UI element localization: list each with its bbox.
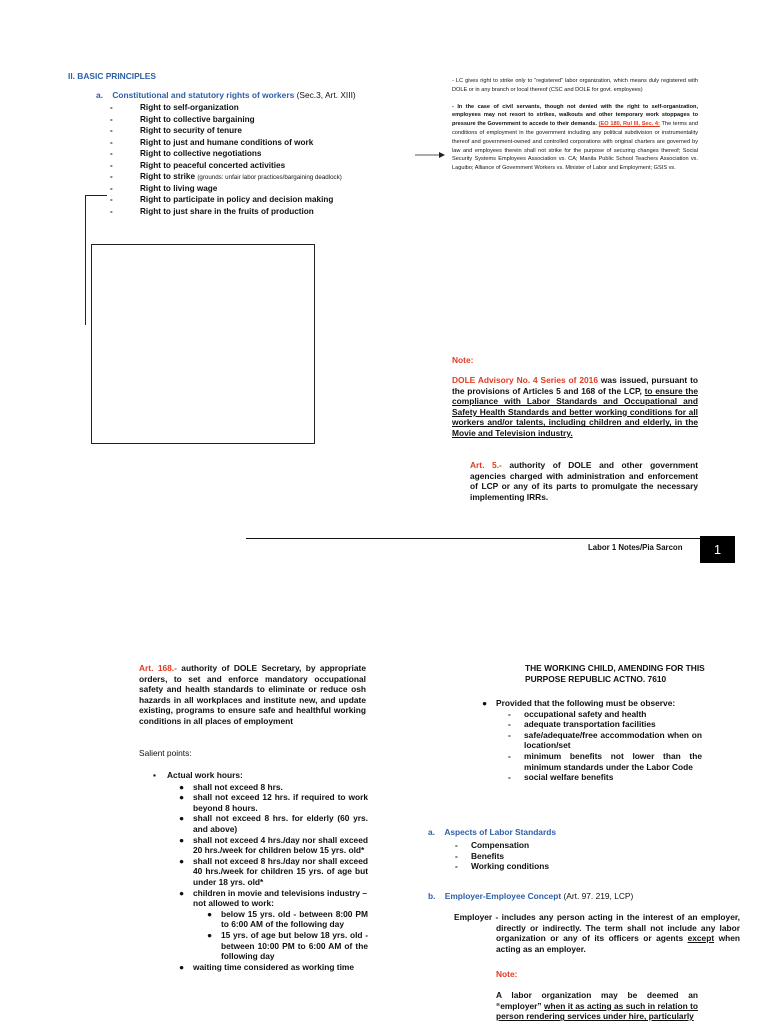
salient-points-label: Salient points: xyxy=(139,748,192,758)
aspects-list xyxy=(455,840,549,872)
list-item: - Right to living wage xyxy=(110,184,410,196)
list-item: - Right to collective bargaining xyxy=(110,115,410,127)
list-item: - Right to peaceful concerted activities xyxy=(110,161,410,173)
section-title: II. BASIC PRINCIPLES xyxy=(68,71,156,81)
list-item: - Right to collective negotiations xyxy=(110,149,410,161)
art168-paragraph: Art. 168.- authority of DOLE Secretary, by appropriate orders, to set and enforce mandatory occupational safety and health standards to eliminate or reduce osh hazards in all workplaces and institute new, and update existing, programs to ensure safe and healthful working conditions in all places of employment xyxy=(139,663,366,726)
page-number-badge: 1 xyxy=(700,536,735,563)
dole-advisory-paragraph: DOLE Advisory No. 4 Series of 2016 was issued, pursuant to the provisions of Articles 5 and 168 of the LCP, to ensure the compliance with Labor Standards and Occupational and Safety Health Standards and better working conditions for all workers and/or talents, including children and elderly, in the Movie and Television industry. xyxy=(452,375,698,438)
employer-definition: Employer - includes any person acting in the interest of an employer, directly or indirectly. The term shall not include any labor organization or any of its officers or agents except when acting as an employer. xyxy=(454,912,740,954)
art5-paragraph: Art. 5.- authority of DOLE and other government agencies charged with administration and enforcement of LCP or any of its parts to promulgate the necessary implementing IRRs. xyxy=(470,460,698,502)
list-item: ● children in movie and televisions industry – not allowed to work: xyxy=(179,887,368,909)
list-item: - Right to security of tenure xyxy=(110,126,410,138)
empty-box xyxy=(91,244,315,444)
rights-list xyxy=(110,103,410,218)
list-item: ● below 15 yrs. old - between 8:00 PM to 6:00 AM of the following day xyxy=(207,908,368,930)
arrow-right-icon xyxy=(415,150,445,160)
civil-servants-note: - In the case of civil servants, though not denied with the right to self-organization, employees may not resort to strikes, walkouts and other temporary work stoppages to pressure the Government to accede to their demands. (EO 180, Rul III, Sec. 4: The terms and conditions of employment in the government including any political subdivision or instrumentality thereof and government-owned and controlled corporations with original charters are governed by law and employees therein shall not strike for the purpose of securing changes thereof; Social Security Systems Employees Association vs. CA; Manila Public School Teachers Association vs. Laguibo; Alliance of Government Workers vs. Minister of Labor and Employment; GSIS vs. xyxy=(452,103,698,172)
list-item: - safe/adequate/free accommodation when on location/set xyxy=(508,730,702,751)
bracket-top-line xyxy=(85,195,107,196)
rights-subheading: a. Constitutional and statutory rights of workers (Sec.3, Art. XIII) xyxy=(96,90,356,100)
note-label: Note: xyxy=(452,355,474,365)
list-item: - Right to strike (grounds: unfair labor practices/bargaining deadlock) xyxy=(110,172,410,184)
list-item: - Working conditions xyxy=(455,861,549,872)
waiting-time-list xyxy=(179,962,368,973)
right-column-notes xyxy=(452,77,698,279)
list-item: - Right to participate in policy and decision making xyxy=(110,195,410,207)
list-item: ● shall not exceed 8 hrs. for elderly (60 yrs. and above) xyxy=(179,813,368,834)
list-item: - Right to just share in the fruits of production xyxy=(110,207,410,219)
actual-work-hours-section xyxy=(153,770,368,972)
list-item: - adequate transportation facilities xyxy=(508,719,702,730)
list-item: ● waiting time considered as working time xyxy=(179,961,355,972)
note-label-2: Note: xyxy=(496,969,518,979)
list-item: ● shall not exceed 8 hrs./day nor shall exceed 40 hrs./week for children 15 yrs. of age but under 18 yrs. old* xyxy=(179,855,368,887)
actual-hours-heading: ▪ Actual work hours: xyxy=(153,770,243,780)
list-item: - Right to self-organization xyxy=(110,103,410,115)
aspects-heading: a. Aspects of Labor Standards xyxy=(428,827,557,837)
registered-note: - LC gives right to strike only to “registered” labor organization, which means duly registered with DOLE or in any branch or local thereof (CSC and DOLE for govt. employees) xyxy=(452,78,698,93)
list-item: - Compensation xyxy=(455,840,549,851)
bracket-vertical-line xyxy=(85,195,86,325)
labor-org-note: A labor organization may be deemed an “employer” when it as acting as such in relation to person rendering services under hire, particularly xyxy=(496,990,698,1022)
list-item: ● shall not exceed 4 hrs./day nor shall exceed 20 hrs./week for children below 15 yrs. old* xyxy=(179,834,368,856)
list-item: ● 15 yrs. of age but below 18 yrs. old - between 10:00 PM to 6:00 AM of the following day xyxy=(207,929,368,962)
provided-section: ● Provided that the following must be observe: - occupational safety and health - adequate transportation facilities - safe/adequate/free accommodation when on location/set - minimum benefits not lower than the minimum standards under the Labor Code - social welfare benefits xyxy=(482,698,702,783)
observe-list xyxy=(508,709,702,783)
list-item: - Benefits xyxy=(455,851,549,862)
working-child-heading: THE WORKING CHILD, AMENDING FOR THIS PURPOSE REPUBLIC ACTNO. 7610 xyxy=(525,663,705,684)
hours-list xyxy=(179,782,368,909)
list-item: - occupational safety and health xyxy=(508,709,702,720)
footer-rule xyxy=(246,538,700,539)
list-item: - minimum benefits not lower than the minimum standards under the Labor Code xyxy=(508,751,702,772)
employer-employee-heading: b. Employer-Employee Concept (Art. 97. 219, LCP) xyxy=(428,891,634,901)
footer-text: Labor 1 Notes/Pia Sarcon xyxy=(588,543,683,552)
children-sub-list xyxy=(207,909,368,962)
list-item: - social welfare benefits xyxy=(508,772,702,783)
list-item: - Right to just and humane conditions of work xyxy=(110,138,410,150)
list-item: ● shall not exceed 12 hrs. if required to work beyond 8 hours. xyxy=(179,792,368,813)
list-item: ● shall not exceed 8 hrs. xyxy=(179,781,283,792)
